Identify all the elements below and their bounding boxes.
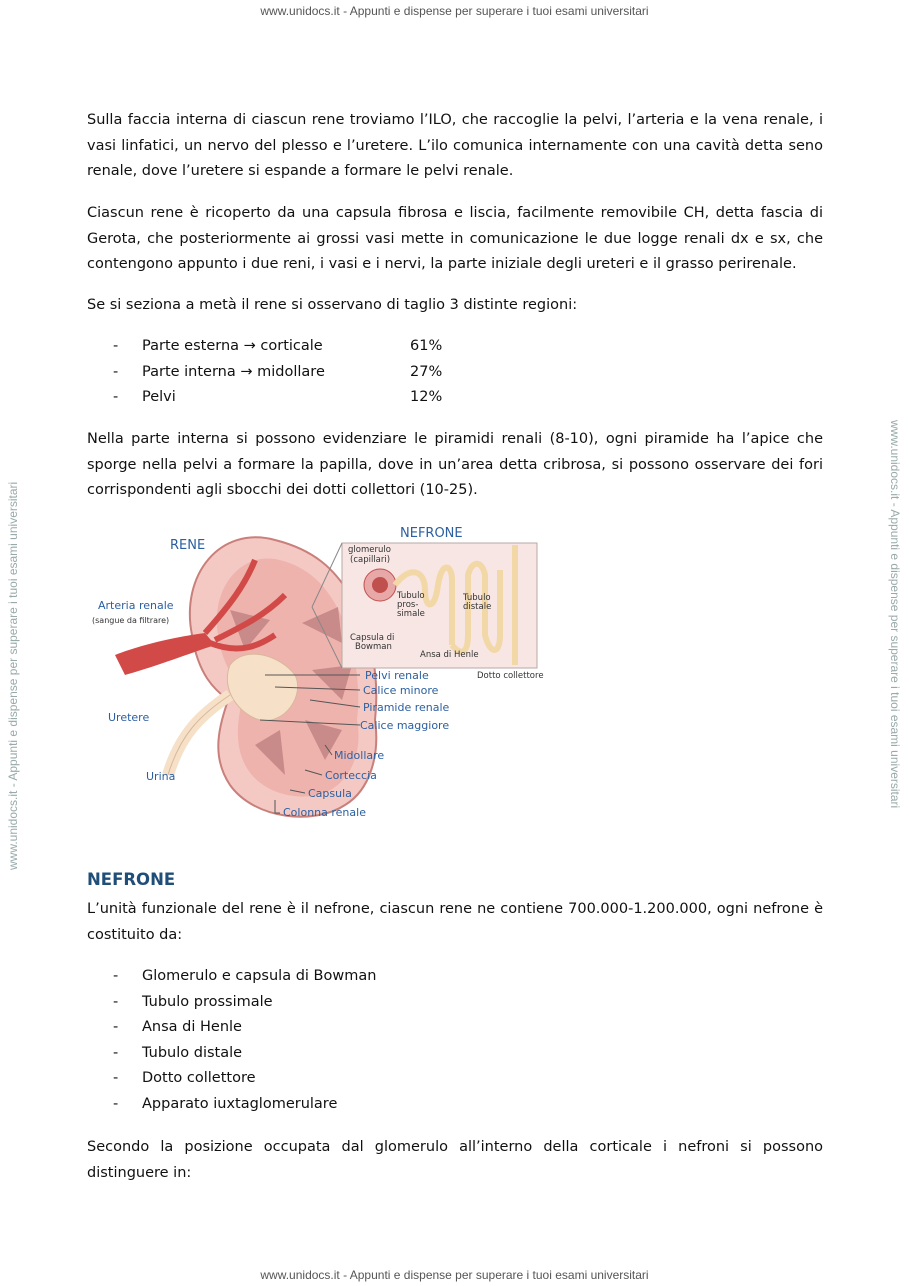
watermark-side-left: www.unidocs.it - Appunti e dispense per superare i tuoi esami universitari bbox=[6, 481, 20, 870]
label-tubulo-pros-2: pros- bbox=[397, 600, 419, 610]
label-tubulo-dist-1: Tubulo bbox=[463, 593, 491, 603]
label-capsula-bowman-2: Bowman bbox=[355, 642, 392, 652]
label-urina: Urina bbox=[146, 770, 176, 783]
watermark-footer: www.unidocs.it - Appunti e dispense per superare i tuoi esami universitari bbox=[260, 1268, 649, 1282]
list-item: - Tubulo distale bbox=[113, 1044, 243, 1061]
label-uretere: Uretere bbox=[108, 711, 150, 724]
list-item: - Pelvi 12% bbox=[113, 389, 443, 406]
list-item: - Ansa di Henle bbox=[113, 1019, 242, 1036]
label-corteccia: Corteccia bbox=[325, 769, 377, 782]
regions-list bbox=[87, 334, 823, 411]
list-item: - Glomerulo e capsula di Bowman bbox=[113, 968, 377, 984]
label-tubulo-pros-3: simale bbox=[397, 609, 425, 619]
label-arteria-sub: (sangue da filtrare) bbox=[92, 616, 170, 625]
watermark-side-right: www.unidocs.it - Appunti e dispense per superare i tuoi esami universitari bbox=[888, 420, 902, 809]
paragraph-ilo: Sulla faccia interna di ciascun rene troviamo l’ILO, che raccoglie la pelvi, l’arteria e la vena renale, i vasi linfatici, un nervo del plesso e l’uretere. L’ilo comunica internamente con una cavità detta seno renale, dove l’uretere si espande a formare le pelvi renale. bbox=[87, 112, 823, 179]
label-pelvi: Pelvi renale bbox=[365, 669, 429, 682]
list-item: - Dotto collettore bbox=[113, 1070, 256, 1087]
label-calice-maggiore: Calice maggiore bbox=[360, 719, 450, 732]
label-glomerulo: glomerulo bbox=[348, 545, 391, 555]
kidney-nephron-figure bbox=[80, 515, 580, 825]
label-tubulo-pros-1: Tubulo bbox=[397, 591, 425, 601]
label-piramide: Piramide renale bbox=[363, 701, 450, 714]
label-capsula: Capsula bbox=[308, 787, 352, 800]
list-item: - Parte esterna → corticale 61% bbox=[113, 338, 443, 354]
list-item: - Parte interna → midollare 27% bbox=[113, 363, 443, 380]
nephron-title: NEFRONE bbox=[400, 526, 463, 541]
paragraph-nefrone: L’unità funzionale del rene è il nefrone, ciascun rene ne contiene 700.000-1.200.000, ogni nefrone è costituito da: bbox=[87, 901, 823, 943]
label-arteria: Arteria renale bbox=[98, 599, 174, 612]
watermark-header: www.unidocs.it - Appunti e dispense per superare i tuoi esami universitari bbox=[260, 4, 649, 18]
section-heading: NEFRONE bbox=[87, 870, 176, 889]
label-colonna: Colonna renale bbox=[283, 806, 366, 819]
label-midollare: Midollare bbox=[334, 749, 385, 762]
label-calice-minore: Calice minore bbox=[363, 684, 439, 697]
label-capillari: (capillari) bbox=[350, 555, 391, 565]
label-ansa: Ansa di Henle bbox=[420, 650, 479, 660]
label-dotto: Dotto collettore bbox=[477, 671, 544, 681]
label-capsula-bowman-1: Capsula di bbox=[350, 633, 395, 643]
paragraph-piramidi: Nella parte interna si possono evidenziare le piramidi renali (8-10), ogni piramide ha l’apice che sporge nella pelvi a formare la papilla, dove in un’area detta cribrosa, si possono osservare dei fori corrispondenti agli sbocchi dei dotti collettori (10-25). bbox=[87, 431, 823, 498]
paragraph-capsula: Ciascun rene è ricoperto da una capsula fibrosa e liscia, facilmente removibile CH, detta fascia di Gerota, che posteriormente ai grossi vasi mette in comunicazione le due logge renali dx e sx, che contengono appunto i due reni, i vasi e i nervi, la parte iniziale degli ureteri e il grasso perirenale. bbox=[87, 205, 823, 272]
paragraph-sezione: Se si seziona a metà il rene si osservano di taglio 3 distinte regioni: bbox=[87, 297, 578, 313]
label-tubulo-dist-2: distale bbox=[463, 602, 492, 612]
list-item: - Tubulo prossimale bbox=[113, 993, 273, 1010]
kidney-title: RENE bbox=[170, 538, 206, 553]
list-item: - Apparato iuxtaglomerulare bbox=[113, 1095, 338, 1112]
paragraph-posizione: Secondo la posizione occupata dal glomerulo all’interno della corticale i nefroni si possono distinguere in: bbox=[87, 1139, 823, 1181]
components-list bbox=[87, 964, 823, 1118]
